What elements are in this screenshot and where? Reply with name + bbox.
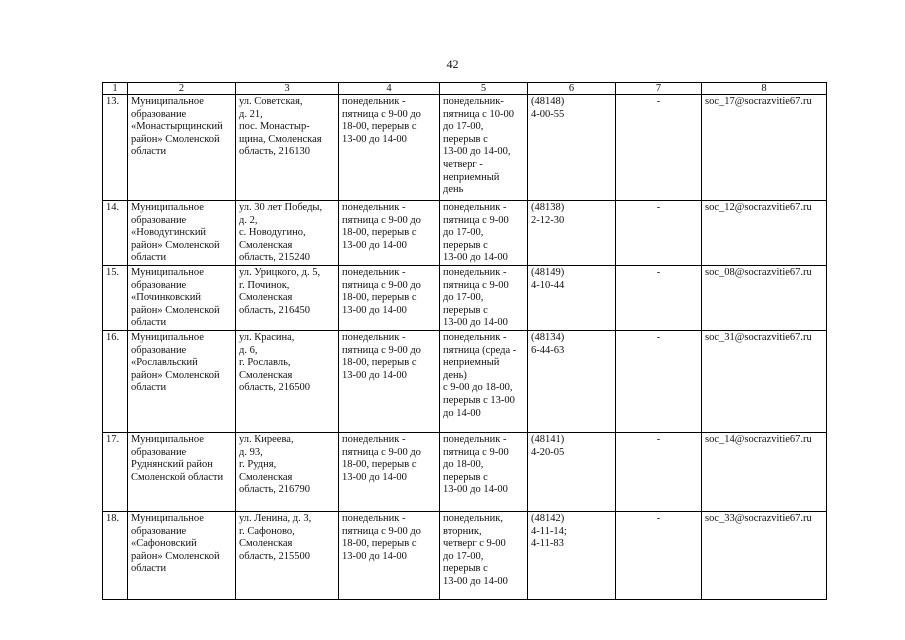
email: soc_33@socrazvitie67.ru: [702, 511, 827, 599]
column-7-value: -: [616, 201, 702, 266]
table-row: [103, 432, 827, 511]
row-number: 15.: [103, 265, 128, 330]
working-hours: понедельник - пятница с 9-00 до 18-00, перерыв с 13-00 до 14-00: [339, 201, 440, 266]
address: ул. Киреева, д. 93, г. Рудня, Смоленская область, 216790: [236, 432, 339, 511]
page-number: 42: [446, 57, 459, 71]
working-hours: понедельник - пятница с 9-00 до 18-00, перерыв с 13-00 до 14-00: [339, 330, 440, 432]
table-row: [103, 330, 827, 432]
address: ул. Советская, д. 21, пос. Монастыр- щина, Смоленская область, 216130: [236, 95, 339, 201]
address: ул. Урицкого, д. 5, г. Починок, Смоленская область, 216450: [236, 265, 339, 330]
column-7-value: -: [616, 511, 702, 599]
email: soc_31@socrazvitie67.ru: [702, 330, 827, 432]
municipality-name: Муниципальное образование «Новодугинский район» Смоленской области: [128, 201, 236, 266]
phone: (48141) 4-20-05: [528, 432, 616, 511]
phone: (48134) 6-44-63: [528, 330, 616, 432]
row-number: 13.: [103, 95, 128, 201]
reception-hours: понедельник- пятница с 10-00 до 17-00, перерыв с 13-00 до 14-00, четверг - неприемный день: [440, 95, 528, 201]
phone: (48142) 4-11-14; 4-11-83: [528, 511, 616, 599]
address: ул. Ленина, д. 3, г. Сафоново, Смоленская область, 215500: [236, 511, 339, 599]
reception-hours: понедельник - пятница с 9-00 до 17-00, перерыв с 13-00 до 14-00: [440, 201, 528, 266]
municipality-name: Муниципальное образование «Рославльский район» Смоленской области: [128, 330, 236, 432]
row-number: 17.: [103, 432, 128, 511]
working-hours: понедельник - пятница с 9-00 до 18-00, перерыв с 13-00 до 14-00: [339, 95, 440, 201]
email: soc_12@socrazvitie67.ru: [702, 201, 827, 266]
column-header: 7: [616, 83, 702, 95]
email: soc_08@socrazvitie67.ru: [702, 265, 827, 330]
column-header: 5: [440, 83, 528, 95]
address: ул. 30 лет Победы, д. 2, с. Новодугино, Смоленская область, 215240: [236, 201, 339, 266]
working-hours: понедельник - пятница с 9-00 до 18-00, перерыв с 13-00 до 14-00: [339, 511, 440, 599]
column-header: 2: [128, 83, 236, 95]
phone: (48138) 2-12-30: [528, 201, 616, 266]
phone: (48149) 4-10-44: [528, 265, 616, 330]
phone: (48148) 4-00-55: [528, 95, 616, 201]
table-header-row: [103, 83, 827, 95]
column-7-value: -: [616, 432, 702, 511]
column-7-value: -: [616, 95, 702, 201]
column-7-value: -: [616, 330, 702, 432]
column-header: 1: [103, 83, 128, 95]
table-row: [103, 511, 827, 599]
municipality-name: Муниципальное образование «Сафоновский район» Смоленской области: [128, 511, 236, 599]
working-hours: понедельник - пятница с 9-00 до 18-00, перерыв с 13-00 до 14-00: [339, 265, 440, 330]
reception-hours: понедельник - пятница (среда - неприемный день) с 9-00 до 18-00, перерыв с 13-00 до 14-00: [440, 330, 528, 432]
municipality-name: Муниципальное образование «Монастырщинский район» Смоленской области: [128, 95, 236, 201]
column-header: 8: [702, 83, 827, 95]
contacts-table: [102, 82, 827, 600]
reception-hours: понедельник - пятница с 9-00 до 17-00, перерыв с 13-00 до 14-00: [440, 265, 528, 330]
table-row: [103, 95, 827, 201]
municipality-name: Муниципальное образование Руднянский район Смоленской области: [128, 432, 236, 511]
column-header: 3: [236, 83, 339, 95]
municipality-name: Муниципальное образование «Починковский район» Смоленской области: [128, 265, 236, 330]
working-hours: понедельник - пятница с 9-00 до 18-00, перерыв с 13-00 до 14-00: [339, 432, 440, 511]
email: soc_17@socrazvitie67.ru: [702, 95, 827, 201]
column-header: 4: [339, 83, 440, 95]
column-7-value: -: [616, 265, 702, 330]
row-number: 18.: [103, 511, 128, 599]
row-number: 14.: [103, 201, 128, 266]
table-row: [103, 201, 827, 266]
column-header: 6: [528, 83, 616, 95]
reception-hours: понедельник, вторник, четверг с 9-00 до 17-00, перерыв с 13-00 до 14-00: [440, 511, 528, 599]
reception-hours: понедельник - пятница с 9-00 до 18-00, перерыв с 13-00 до 14-00: [440, 432, 528, 511]
email: soc_14@socrazvitie67.ru: [702, 432, 827, 511]
row-number: 16.: [103, 330, 128, 432]
address: ул. Красина, д. 6, г. Рославль, Смоленская область, 216500: [236, 330, 339, 432]
table-row: [103, 265, 827, 330]
